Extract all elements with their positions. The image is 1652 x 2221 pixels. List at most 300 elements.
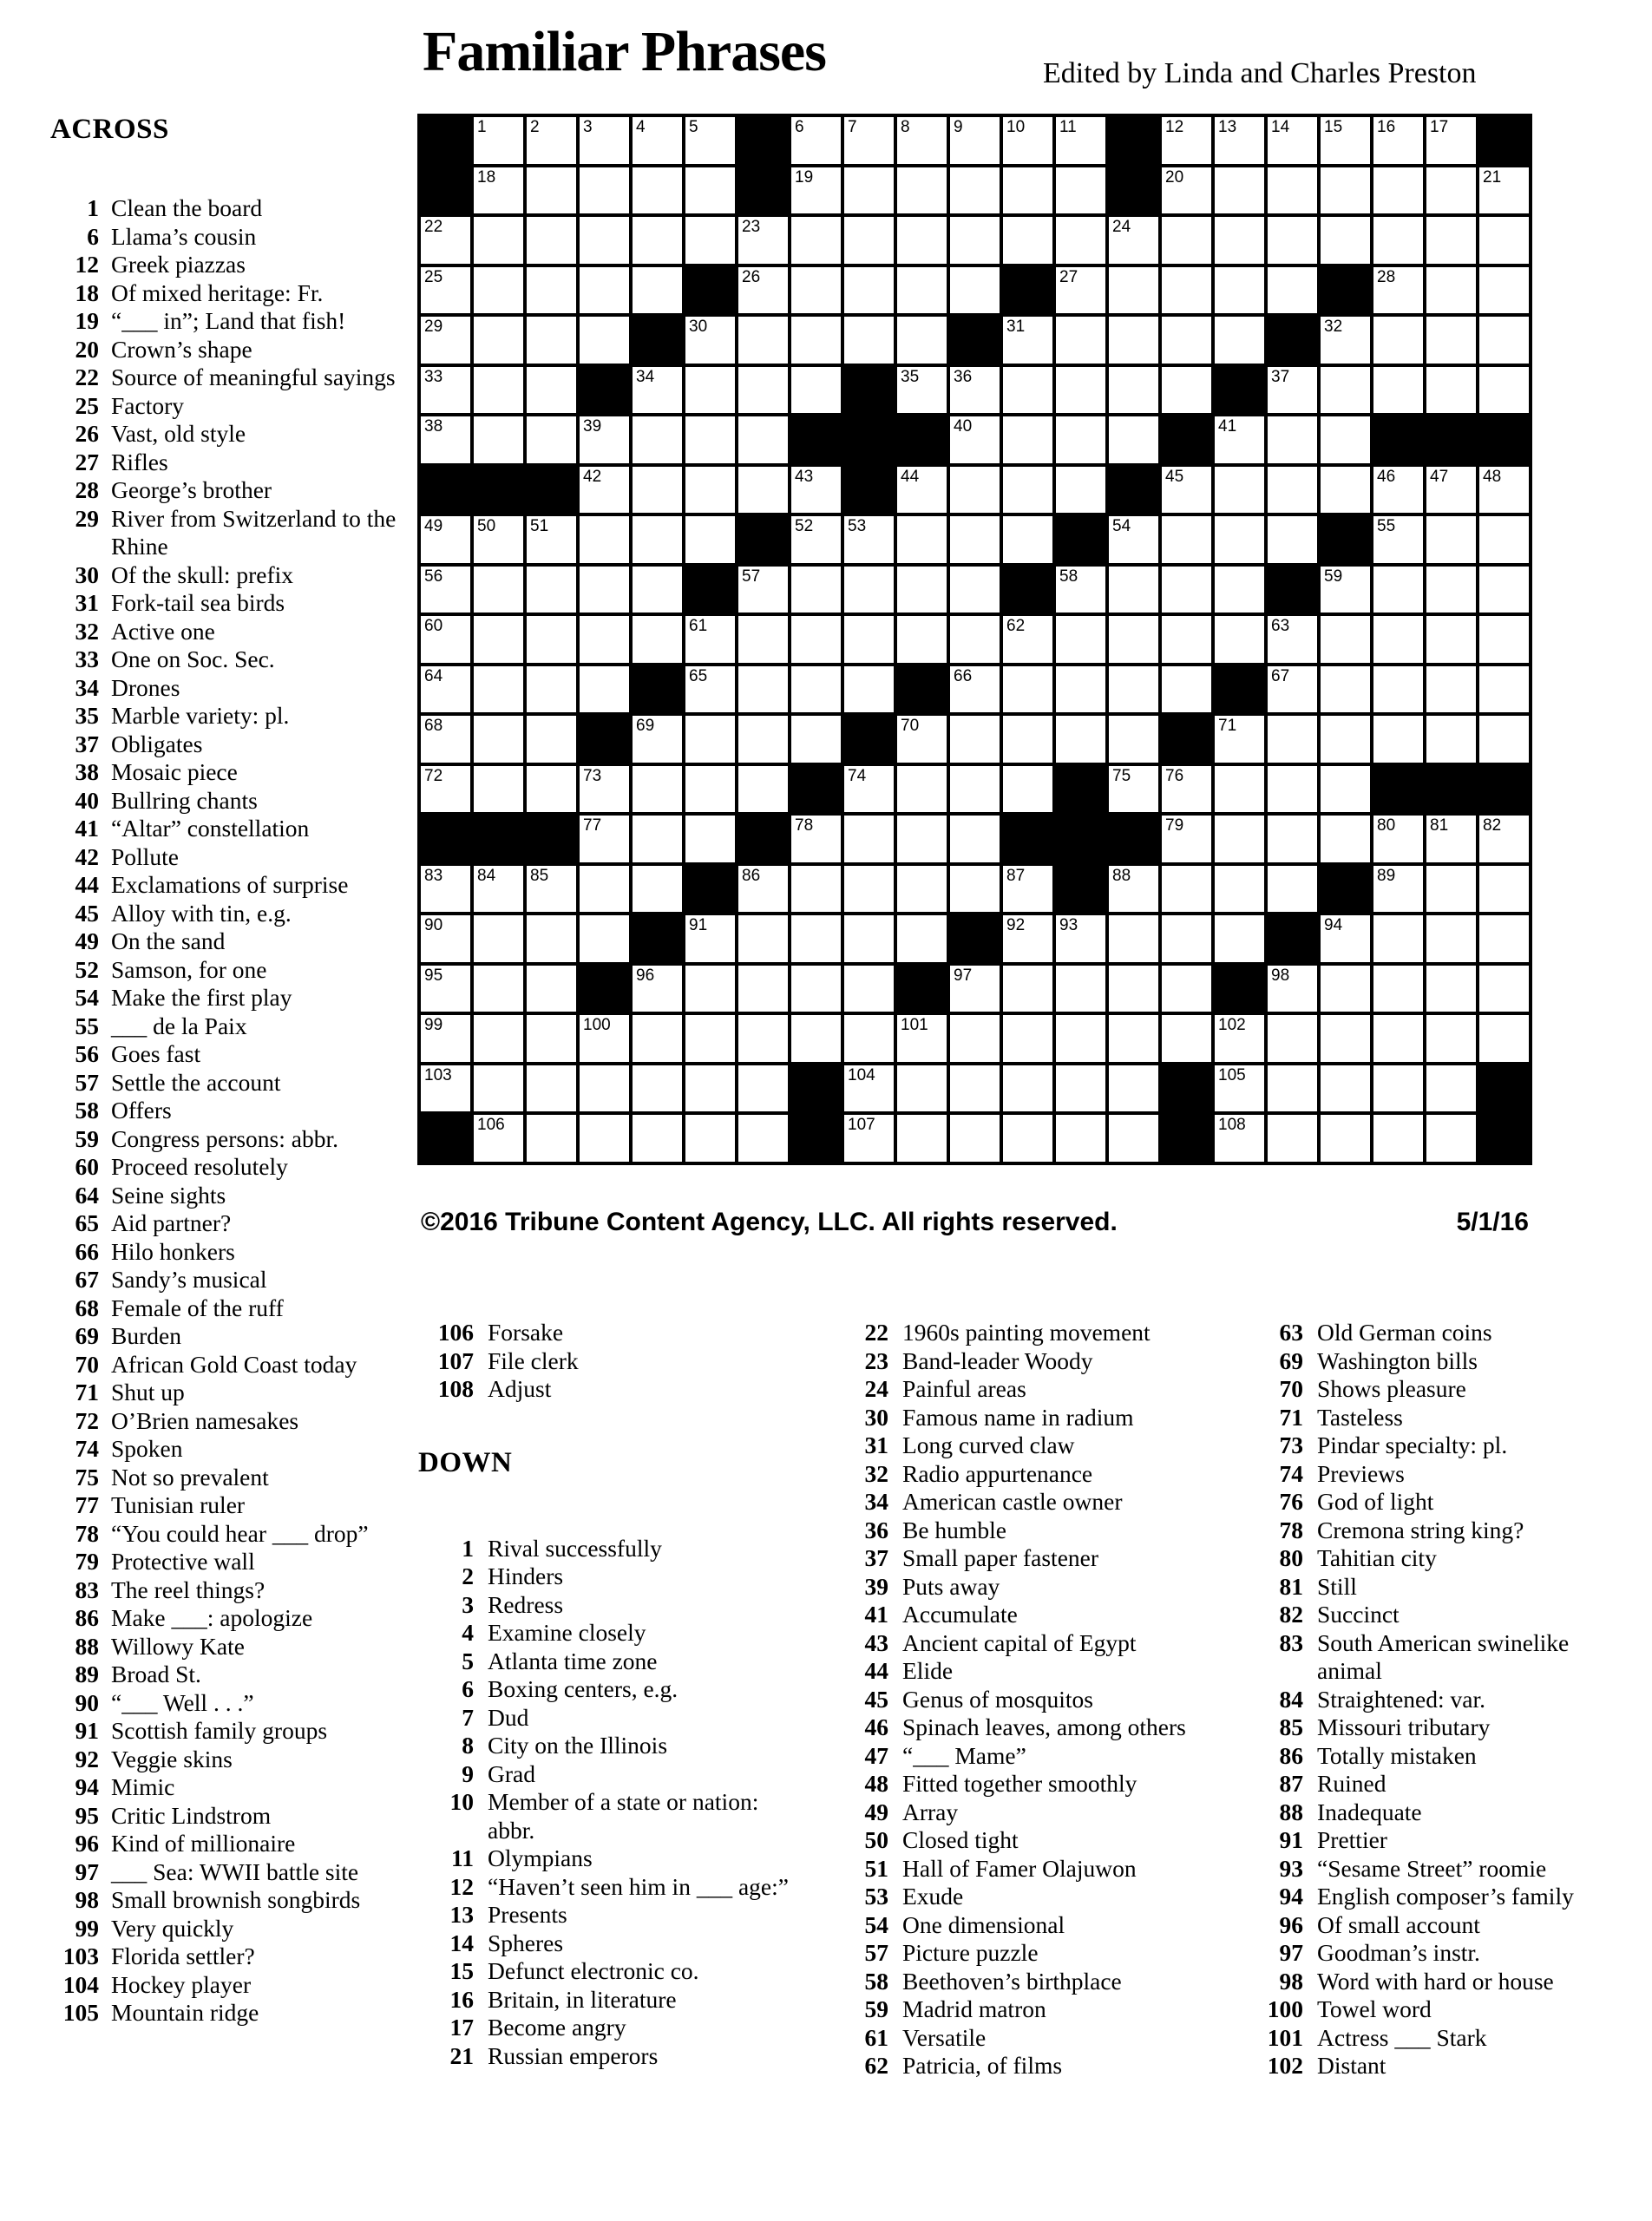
grid-cell[interactable] bbox=[1426, 317, 1476, 364]
grid-cell[interactable] bbox=[421, 1065, 470, 1112]
grid-cell[interactable] bbox=[1215, 866, 1264, 913]
grid-cell[interactable] bbox=[421, 866, 470, 913]
grid-cell[interactable] bbox=[580, 317, 629, 364]
grid-cell[interactable] bbox=[738, 616, 788, 663]
grid-cell[interactable] bbox=[844, 666, 894, 713]
grid-cell[interactable] bbox=[474, 915, 523, 962]
grid-cell[interactable] bbox=[1162, 317, 1211, 364]
grid-cell[interactable] bbox=[1162, 1015, 1211, 1062]
grid-cell[interactable] bbox=[1056, 915, 1105, 962]
grid-cell[interactable] bbox=[791, 915, 841, 962]
grid-cell[interactable] bbox=[1003, 416, 1052, 463]
grid-cell[interactable] bbox=[791, 1015, 841, 1062]
grid-cell[interactable] bbox=[1109, 1065, 1158, 1112]
grid-cell[interactable] bbox=[1056, 267, 1105, 314]
grid-cell[interactable] bbox=[844, 966, 894, 1012]
grid-cell[interactable] bbox=[1479, 367, 1529, 414]
grid-cell[interactable] bbox=[844, 167, 894, 214]
grid-cell[interactable] bbox=[421, 966, 470, 1012]
grid-cell[interactable] bbox=[897, 467, 947, 514]
grid-cell[interactable] bbox=[1162, 766, 1211, 813]
grid-cell[interactable] bbox=[527, 1015, 576, 1062]
grid-cell[interactable] bbox=[474, 666, 523, 713]
grid-cell[interactable] bbox=[633, 766, 682, 813]
grid-cell[interactable] bbox=[685, 766, 735, 813]
grid-cell[interactable] bbox=[1479, 317, 1529, 364]
grid-cell[interactable] bbox=[474, 966, 523, 1012]
grid-cell[interactable] bbox=[1426, 167, 1476, 214]
grid-cell[interactable] bbox=[950, 117, 1000, 164]
grid-cell[interactable] bbox=[1268, 516, 1317, 563]
grid-cell[interactable] bbox=[633, 516, 682, 563]
grid-cell[interactable] bbox=[1109, 516, 1158, 563]
grid-cell[interactable] bbox=[685, 367, 735, 414]
grid-cell[interactable] bbox=[1321, 217, 1370, 264]
grid-cell[interactable] bbox=[1373, 666, 1423, 713]
grid-cell[interactable] bbox=[1162, 567, 1211, 613]
grid-cell[interactable] bbox=[474, 416, 523, 463]
grid-cell[interactable] bbox=[1215, 616, 1264, 663]
grid-cell[interactable] bbox=[1056, 167, 1105, 214]
grid-cell[interactable] bbox=[421, 766, 470, 813]
grid-cell[interactable] bbox=[738, 716, 788, 763]
grid-cell[interactable] bbox=[738, 866, 788, 913]
grid-cell[interactable] bbox=[474, 117, 523, 164]
grid-cell[interactable] bbox=[527, 1115, 576, 1162]
grid-cell[interactable] bbox=[527, 716, 576, 763]
grid-cell[interactable] bbox=[1479, 267, 1529, 314]
grid-cell[interactable] bbox=[1109, 716, 1158, 763]
grid-cell[interactable] bbox=[1109, 616, 1158, 663]
grid-cell[interactable] bbox=[685, 966, 735, 1012]
grid-cell[interactable] bbox=[1373, 516, 1423, 563]
grid-cell[interactable] bbox=[1268, 367, 1317, 414]
grid-cell[interactable] bbox=[685, 915, 735, 962]
grid-cell[interactable] bbox=[1109, 966, 1158, 1012]
grid-cell[interactable] bbox=[1426, 467, 1476, 514]
grid-cell[interactable] bbox=[421, 567, 470, 613]
grid-cell[interactable] bbox=[791, 467, 841, 514]
grid-cell[interactable] bbox=[738, 1115, 788, 1162]
grid-cell[interactable] bbox=[738, 1015, 788, 1062]
grid-cell[interactable] bbox=[1003, 616, 1052, 663]
grid-cell[interactable] bbox=[1162, 966, 1211, 1012]
grid-cell[interactable] bbox=[1003, 866, 1052, 913]
grid-cell[interactable] bbox=[1056, 367, 1105, 414]
grid-cell[interactable] bbox=[1373, 167, 1423, 214]
grid-cell[interactable] bbox=[1056, 217, 1105, 264]
grid-cell[interactable] bbox=[1321, 666, 1370, 713]
grid-cell[interactable] bbox=[633, 467, 682, 514]
grid-cell[interactable] bbox=[738, 915, 788, 962]
grid-cell[interactable] bbox=[527, 866, 576, 913]
grid-cell[interactable] bbox=[1109, 666, 1158, 713]
grid-cell[interactable] bbox=[1373, 317, 1423, 364]
grid-cell[interactable] bbox=[474, 766, 523, 813]
grid-cell[interactable] bbox=[474, 267, 523, 314]
grid-cell[interactable] bbox=[1479, 167, 1529, 214]
grid-cell[interactable] bbox=[1479, 467, 1529, 514]
grid-cell[interactable] bbox=[897, 1115, 947, 1162]
grid-cell[interactable] bbox=[844, 866, 894, 913]
grid-cell[interactable] bbox=[1056, 966, 1105, 1012]
grid-cell[interactable] bbox=[950, 866, 1000, 913]
grid-cell[interactable] bbox=[897, 117, 947, 164]
grid-cell[interactable] bbox=[1321, 567, 1370, 613]
grid-cell[interactable] bbox=[1162, 866, 1211, 913]
grid-cell[interactable] bbox=[950, 766, 1000, 813]
grid-cell[interactable] bbox=[1268, 1015, 1317, 1062]
grid-cell[interactable] bbox=[1109, 416, 1158, 463]
grid-cell[interactable] bbox=[897, 367, 947, 414]
grid-cell[interactable] bbox=[1003, 1115, 1052, 1162]
grid-cell[interactable] bbox=[580, 915, 629, 962]
grid-cell[interactable] bbox=[580, 217, 629, 264]
grid-cell[interactable] bbox=[1268, 766, 1317, 813]
grid-cell[interactable] bbox=[474, 516, 523, 563]
grid-cell[interactable] bbox=[1003, 766, 1052, 813]
grid-cell[interactable] bbox=[1321, 1065, 1370, 1112]
grid-cell[interactable] bbox=[685, 1115, 735, 1162]
grid-cell[interactable] bbox=[844, 1065, 894, 1112]
grid-cell[interactable] bbox=[421, 367, 470, 414]
grid-cell[interactable] bbox=[1373, 267, 1423, 314]
grid-cell[interactable] bbox=[527, 616, 576, 663]
grid-cell[interactable] bbox=[1373, 1015, 1423, 1062]
grid-cell[interactable] bbox=[897, 866, 947, 913]
grid-cell[interactable] bbox=[1109, 217, 1158, 264]
grid-cell[interactable] bbox=[633, 1115, 682, 1162]
grid-cell[interactable] bbox=[738, 567, 788, 613]
grid-cell[interactable] bbox=[897, 217, 947, 264]
grid-cell[interactable] bbox=[1373, 716, 1423, 763]
grid-cell[interactable] bbox=[1268, 866, 1317, 913]
grid-cell[interactable] bbox=[1321, 716, 1370, 763]
grid-cell[interactable] bbox=[738, 367, 788, 414]
grid-cell[interactable] bbox=[738, 467, 788, 514]
grid-cell[interactable] bbox=[1056, 117, 1105, 164]
grid-cell[interactable] bbox=[685, 117, 735, 164]
grid-cell[interactable] bbox=[1003, 217, 1052, 264]
grid-cell[interactable] bbox=[1426, 966, 1476, 1012]
grid-cell[interactable] bbox=[580, 1015, 629, 1062]
grid-cell[interactable] bbox=[1426, 616, 1476, 663]
grid-cell[interactable] bbox=[1215, 267, 1264, 314]
grid-cell[interactable] bbox=[1215, 766, 1264, 813]
grid-cell[interactable] bbox=[897, 317, 947, 364]
grid-cell[interactable] bbox=[580, 1115, 629, 1162]
grid-cell[interactable] bbox=[1479, 816, 1529, 862]
grid-cell[interactable] bbox=[1321, 467, 1370, 514]
grid-cell[interactable] bbox=[1479, 866, 1529, 913]
grid-cell[interactable] bbox=[1373, 467, 1423, 514]
grid-cell[interactable] bbox=[1268, 616, 1317, 663]
grid-cell[interactable] bbox=[1109, 567, 1158, 613]
grid-cell[interactable] bbox=[950, 816, 1000, 862]
grid-cell[interactable] bbox=[633, 866, 682, 913]
grid-cell[interactable] bbox=[844, 567, 894, 613]
grid-cell[interactable] bbox=[685, 467, 735, 514]
grid-cell[interactable] bbox=[1268, 416, 1317, 463]
grid-cell[interactable] bbox=[580, 467, 629, 514]
grid-cell[interactable] bbox=[580, 516, 629, 563]
grid-cell[interactable] bbox=[738, 766, 788, 813]
grid-cell[interactable] bbox=[421, 666, 470, 713]
grid-cell[interactable] bbox=[1479, 915, 1529, 962]
grid-cell[interactable] bbox=[1162, 467, 1211, 514]
grid-cell[interactable] bbox=[580, 167, 629, 214]
grid-cell[interactable] bbox=[1373, 1065, 1423, 1112]
grid-cell[interactable] bbox=[421, 267, 470, 314]
grid-cell[interactable] bbox=[1321, 416, 1370, 463]
grid-cell[interactable] bbox=[527, 666, 576, 713]
grid-cell[interactable] bbox=[950, 1115, 1000, 1162]
grid-cell[interactable] bbox=[685, 167, 735, 214]
grid-cell[interactable] bbox=[685, 317, 735, 364]
grid-cell[interactable] bbox=[1426, 567, 1476, 613]
grid-cell[interactable] bbox=[1321, 367, 1370, 414]
grid-cell[interactable] bbox=[791, 167, 841, 214]
grid-cell[interactable] bbox=[685, 1015, 735, 1062]
grid-cell[interactable] bbox=[527, 1065, 576, 1112]
grid-cell[interactable] bbox=[844, 766, 894, 813]
grid-cell[interactable] bbox=[580, 416, 629, 463]
grid-cell[interactable] bbox=[1215, 516, 1264, 563]
grid-cell[interactable] bbox=[1268, 467, 1317, 514]
grid-cell[interactable] bbox=[474, 1015, 523, 1062]
grid-cell[interactable] bbox=[474, 866, 523, 913]
grid-cell[interactable] bbox=[950, 416, 1000, 463]
grid-cell[interactable] bbox=[421, 317, 470, 364]
grid-cell[interactable] bbox=[897, 1065, 947, 1112]
grid-cell[interactable] bbox=[1056, 716, 1105, 763]
grid-cell[interactable] bbox=[1162, 367, 1211, 414]
grid-cell[interactable] bbox=[738, 267, 788, 314]
grid-cell[interactable] bbox=[685, 716, 735, 763]
grid-cell[interactable] bbox=[421, 416, 470, 463]
grid-cell[interactable] bbox=[580, 117, 629, 164]
grid-cell[interactable] bbox=[1109, 367, 1158, 414]
grid-cell[interactable] bbox=[791, 267, 841, 314]
grid-cell[interactable] bbox=[1003, 666, 1052, 713]
grid-cell[interactable] bbox=[950, 567, 1000, 613]
grid-cell[interactable] bbox=[685, 816, 735, 862]
grid-cell[interactable] bbox=[897, 616, 947, 663]
grid-cell[interactable] bbox=[1268, 167, 1317, 214]
grid-cell[interactable] bbox=[1479, 1015, 1529, 1062]
grid-cell[interactable] bbox=[1321, 117, 1370, 164]
grid-cell[interactable] bbox=[1426, 666, 1476, 713]
grid-cell[interactable] bbox=[1321, 816, 1370, 862]
grid-cell[interactable] bbox=[1268, 267, 1317, 314]
grid-cell[interactable] bbox=[791, 666, 841, 713]
grid-cell[interactable] bbox=[1268, 1115, 1317, 1162]
grid-cell[interactable] bbox=[791, 317, 841, 364]
grid-cell[interactable] bbox=[527, 117, 576, 164]
grid-cell[interactable] bbox=[1426, 267, 1476, 314]
grid-cell[interactable] bbox=[791, 217, 841, 264]
grid-cell[interactable] bbox=[527, 267, 576, 314]
grid-cell[interactable] bbox=[1268, 117, 1317, 164]
grid-cell[interactable] bbox=[1268, 716, 1317, 763]
grid-cell[interactable] bbox=[1479, 217, 1529, 264]
grid-cell[interactable] bbox=[633, 167, 682, 214]
grid-cell[interactable] bbox=[1056, 1015, 1105, 1062]
grid-cell[interactable] bbox=[1479, 516, 1529, 563]
grid-cell[interactable] bbox=[1373, 567, 1423, 613]
grid-cell[interactable] bbox=[1426, 516, 1476, 563]
grid-cell[interactable] bbox=[685, 616, 735, 663]
grid-cell[interactable] bbox=[1426, 915, 1476, 962]
grid-cell[interactable] bbox=[1056, 1065, 1105, 1112]
grid-cell[interactable] bbox=[1162, 267, 1211, 314]
grid-cell[interactable] bbox=[1162, 516, 1211, 563]
grid-cell[interactable] bbox=[1162, 117, 1211, 164]
grid-cell[interactable] bbox=[474, 567, 523, 613]
grid-cell[interactable] bbox=[633, 117, 682, 164]
grid-cell[interactable] bbox=[1426, 1015, 1476, 1062]
grid-cell[interactable] bbox=[897, 167, 947, 214]
grid-cell[interactable] bbox=[1215, 117, 1264, 164]
grid-cell[interactable] bbox=[421, 716, 470, 763]
grid-cell[interactable] bbox=[1321, 616, 1370, 663]
grid-cell[interactable] bbox=[1426, 117, 1476, 164]
grid-cell[interactable] bbox=[580, 1065, 629, 1112]
grid-cell[interactable] bbox=[1479, 966, 1529, 1012]
grid-cell[interactable] bbox=[527, 367, 576, 414]
grid-cell[interactable] bbox=[1426, 367, 1476, 414]
grid-cell[interactable] bbox=[1268, 816, 1317, 862]
grid-cell[interactable] bbox=[1109, 317, 1158, 364]
grid-cell[interactable] bbox=[1373, 217, 1423, 264]
grid-cell[interactable] bbox=[1373, 816, 1423, 862]
grid-cell[interactable] bbox=[580, 766, 629, 813]
grid-cell[interactable] bbox=[1321, 317, 1370, 364]
grid-cell[interactable] bbox=[1056, 317, 1105, 364]
grid-cell[interactable] bbox=[633, 716, 682, 763]
grid-cell[interactable] bbox=[1109, 915, 1158, 962]
grid-cell[interactable] bbox=[738, 317, 788, 364]
grid-cell[interactable] bbox=[1003, 966, 1052, 1012]
grid-cell[interactable] bbox=[1003, 1015, 1052, 1062]
grid-cell[interactable] bbox=[1162, 666, 1211, 713]
grid-cell[interactable] bbox=[474, 167, 523, 214]
grid-cell[interactable] bbox=[791, 117, 841, 164]
grid-cell[interactable] bbox=[897, 716, 947, 763]
grid-cell[interactable] bbox=[1426, 866, 1476, 913]
grid-cell[interactable] bbox=[897, 567, 947, 613]
grid-cell[interactable] bbox=[633, 1065, 682, 1112]
grid-cell[interactable] bbox=[738, 217, 788, 264]
grid-cell[interactable] bbox=[1215, 217, 1264, 264]
grid-cell[interactable] bbox=[1056, 666, 1105, 713]
grid-cell[interactable] bbox=[1215, 716, 1264, 763]
grid-cell[interactable] bbox=[1426, 217, 1476, 264]
grid-cell[interactable] bbox=[1109, 866, 1158, 913]
grid-cell[interactable] bbox=[1003, 117, 1052, 164]
grid-cell[interactable] bbox=[1162, 816, 1211, 862]
grid-cell[interactable] bbox=[633, 616, 682, 663]
grid-cell[interactable] bbox=[633, 966, 682, 1012]
grid-cell[interactable] bbox=[844, 117, 894, 164]
grid-cell[interactable] bbox=[844, 616, 894, 663]
grid-cell[interactable] bbox=[1321, 167, 1370, 214]
grid-cell[interactable] bbox=[1268, 966, 1317, 1012]
grid-cell[interactable] bbox=[1215, 1015, 1264, 1062]
grid-cell[interactable] bbox=[580, 267, 629, 314]
grid-cell[interactable] bbox=[791, 616, 841, 663]
grid-cell[interactable] bbox=[1268, 217, 1317, 264]
grid-cell[interactable] bbox=[738, 666, 788, 713]
grid-cell[interactable] bbox=[685, 217, 735, 264]
grid-cell[interactable] bbox=[580, 866, 629, 913]
grid-cell[interactable] bbox=[527, 516, 576, 563]
grid-cell[interactable] bbox=[1109, 267, 1158, 314]
grid-cell[interactable] bbox=[1373, 1115, 1423, 1162]
grid-cell[interactable] bbox=[738, 416, 788, 463]
grid-cell[interactable] bbox=[1215, 416, 1264, 463]
grid-cell[interactable] bbox=[844, 516, 894, 563]
grid-cell[interactable] bbox=[950, 616, 1000, 663]
grid-cell[interactable] bbox=[1373, 367, 1423, 414]
grid-cell[interactable] bbox=[1215, 816, 1264, 862]
grid-cell[interactable] bbox=[1426, 816, 1476, 862]
grid-cell[interactable] bbox=[1321, 966, 1370, 1012]
grid-cell[interactable] bbox=[474, 217, 523, 264]
grid-cell[interactable] bbox=[1215, 1115, 1264, 1162]
grid-cell[interactable] bbox=[1215, 317, 1264, 364]
grid-cell[interactable] bbox=[527, 167, 576, 214]
grid-cell[interactable] bbox=[474, 317, 523, 364]
grid-cell[interactable] bbox=[897, 1015, 947, 1062]
grid-cell[interactable] bbox=[633, 267, 682, 314]
grid-cell[interactable] bbox=[1268, 1065, 1317, 1112]
grid-cell[interactable] bbox=[791, 367, 841, 414]
grid-cell[interactable] bbox=[685, 416, 735, 463]
grid-cell[interactable] bbox=[685, 666, 735, 713]
grid-cell[interactable] bbox=[1373, 866, 1423, 913]
grid-cell[interactable] bbox=[897, 915, 947, 962]
grid-cell[interactable] bbox=[897, 766, 947, 813]
grid-cell[interactable] bbox=[527, 966, 576, 1012]
grid-cell[interactable] bbox=[791, 516, 841, 563]
grid-cell[interactable] bbox=[527, 317, 576, 364]
grid-cell[interactable] bbox=[1003, 716, 1052, 763]
grid-cell[interactable] bbox=[1426, 1115, 1476, 1162]
grid-cell[interactable] bbox=[685, 516, 735, 563]
grid-cell[interactable] bbox=[950, 516, 1000, 563]
grid-cell[interactable] bbox=[474, 716, 523, 763]
grid-cell[interactable] bbox=[950, 1015, 1000, 1062]
grid-cell[interactable] bbox=[1373, 616, 1423, 663]
grid-cell[interactable] bbox=[950, 267, 1000, 314]
grid-cell[interactable] bbox=[633, 816, 682, 862]
grid-cell[interactable] bbox=[1109, 1015, 1158, 1062]
grid-cell[interactable] bbox=[844, 317, 894, 364]
grid-cell[interactable] bbox=[1426, 716, 1476, 763]
grid-cell[interactable] bbox=[1056, 467, 1105, 514]
grid-cell[interactable] bbox=[1215, 567, 1264, 613]
grid-cell[interactable] bbox=[527, 217, 576, 264]
grid-cell[interactable] bbox=[1162, 167, 1211, 214]
grid-cell[interactable] bbox=[950, 966, 1000, 1012]
grid-cell[interactable] bbox=[633, 416, 682, 463]
grid-cell[interactable] bbox=[1056, 616, 1105, 663]
grid-cell[interactable] bbox=[580, 666, 629, 713]
grid-cell[interactable] bbox=[1003, 167, 1052, 214]
grid-cell[interactable] bbox=[421, 1015, 470, 1062]
grid-cell[interactable] bbox=[633, 217, 682, 264]
